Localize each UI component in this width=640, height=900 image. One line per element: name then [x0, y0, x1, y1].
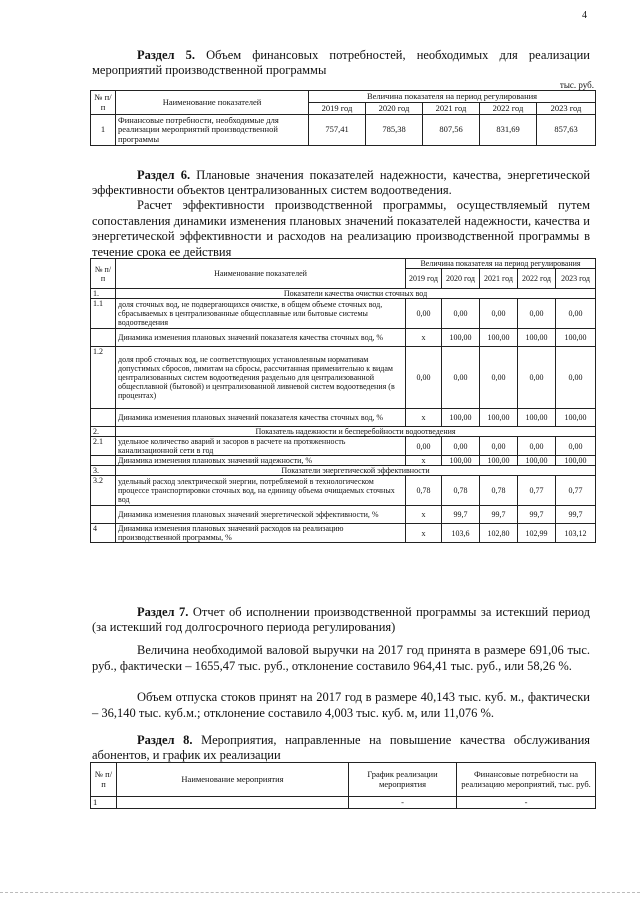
- row-num: 1.: [91, 289, 116, 299]
- col-finance-header: Финансовые потребности на реализацию мероприятий, тыс. руб.: [457, 763, 596, 797]
- row-num: 2.: [91, 427, 116, 437]
- row-name: удельный расход электрической энергии, потребляемой в технологическом процессе транспортировки сточных вод, на единицу объема очищаемых сточных вод: [116, 476, 406, 506]
- row-value: х: [406, 456, 442, 466]
- row-value: 0,77: [518, 476, 556, 506]
- row-value: 0,00: [518, 347, 556, 409]
- row-value: 102,99: [518, 524, 556, 543]
- row-value: 0,00: [406, 437, 442, 456]
- row-value: 99,7: [442, 506, 480, 524]
- year-header: 2023 год: [537, 103, 596, 115]
- row-value: 0,00: [480, 347, 518, 409]
- row-name: удельное количество аварий и засоров в расчете на протяженность канализационной сети в год: [116, 437, 406, 456]
- row-value: 100,00: [556, 409, 596, 427]
- year-header: 2020 год: [366, 103, 423, 115]
- row-name: Динамика изменения плановых значений расходов на реализацию производственной программы, %: [116, 524, 406, 543]
- col-name-header: Наименование показателей: [116, 259, 406, 289]
- row-value: 857,63: [537, 115, 596, 146]
- section7-title: Отчет об исполнении производственной программы за истекший период (за истекший год долгосрочного периода регулирования): [92, 605, 590, 634]
- year-header: 2021 год: [423, 103, 480, 115]
- row-value: 100,00: [518, 409, 556, 427]
- col-schedule-header: График реализации мероприятия: [349, 763, 457, 797]
- table-row: [91, 506, 596, 524]
- row-name: [117, 797, 349, 809]
- year-header: 2021 год: [480, 269, 518, 289]
- row-value: х: [406, 524, 442, 543]
- row-value: 102,80: [480, 524, 518, 543]
- section6-table: [90, 258, 596, 543]
- row-value: 100,00: [518, 329, 556, 347]
- table-row: [91, 347, 596, 409]
- section6-title: Плановые значения показателей надежности, качества, энергетической эффективности объектов централизованных систем водоотведения.: [92, 168, 591, 197]
- row-value: 0,00: [518, 437, 556, 456]
- group-name: Показатель надежности и бесперебойности водоотведения: [116, 427, 596, 437]
- row-value: х: [406, 506, 442, 524]
- table-row: [91, 299, 596, 329]
- row-value: 757,41: [309, 115, 366, 146]
- row-value: 0,00: [556, 437, 596, 456]
- row-value: 0,00: [480, 437, 518, 456]
- row-value: 0,00: [442, 347, 480, 409]
- group-name: Показатели качества очистки сточных вод: [116, 289, 596, 299]
- group-name: Показатели энергетической эффективности: [116, 466, 596, 476]
- row-num: 1.2: [91, 347, 116, 409]
- row-num: [91, 409, 116, 427]
- row-num: 2.1: [91, 437, 116, 456]
- section5-label: Раздел 5.: [137, 48, 196, 62]
- col-num-header: № п/п: [91, 259, 116, 289]
- table-row: [91, 115, 596, 146]
- row-num: [91, 456, 116, 466]
- section7-heading: [92, 605, 590, 635]
- section5-heading: [92, 48, 590, 78]
- row-value: 0,78: [442, 476, 480, 506]
- section7-paragraph1: Величина необходимой валовой выручки на 2017 год принята в размере 691,06 тыс. руб., фактически – 1655,47 тыс. руб., отклонение составило 964,41 тыс. руб., или 58,26 %.: [92, 643, 590, 673]
- row-value: 99,7: [556, 506, 596, 524]
- section6-label: Раздел 6.: [137, 168, 191, 182]
- group-row: [91, 427, 596, 437]
- year-header: 2022 год: [480, 103, 537, 115]
- section7-paragraph2: Объем отпуска стоков принят на 2017 год в размере 40,143 тыс. куб. м., фактически – 36,140 тыс. куб.м.; отклонение составило 4,003 тыс. куб. м, или 11,076 %.: [92, 690, 590, 720]
- table-row: [91, 524, 596, 543]
- col-period-header: Величина показателя на период регулирования: [406, 259, 596, 269]
- row-name: Динамика изменения плановых значений энергетической эффективности, %: [116, 506, 406, 524]
- col-period-header: Величина показателя на период регулирования: [309, 91, 596, 103]
- table-row: [91, 409, 596, 427]
- year-header: 2023 год: [556, 269, 596, 289]
- section8-heading: [92, 733, 590, 763]
- col-num-header: № п/п: [91, 91, 116, 115]
- row-value: 0,00: [406, 347, 442, 409]
- row-value: 0,00: [556, 347, 596, 409]
- table-row: [91, 476, 596, 506]
- row-value: 103,12: [556, 524, 596, 543]
- table-row: [91, 797, 596, 809]
- section8-label: Раздел 8.: [137, 733, 193, 747]
- page-bottom-edge: [0, 892, 640, 893]
- table-row: [91, 456, 596, 466]
- row-name: Динамика изменения плановых значений показателя качества сточных вод, %: [116, 409, 406, 427]
- section6-paragraph: Расчет эффективности производственной программы, осуществляемый путем сопоставления динамики изменения плановых значений показателей надежности, качества и энергетической эффективности и расходов на реализацию производственной программы в течение срока ее действия: [92, 198, 590, 259]
- row-value: 0,00: [556, 299, 596, 329]
- section7-label: Раздел 7.: [137, 605, 189, 619]
- col-name-header: Наименование мероприятия: [117, 763, 349, 797]
- table-row: [91, 329, 596, 347]
- section5-unit: тыс. руб.: [559, 80, 594, 90]
- row-num: 1: [91, 797, 117, 809]
- row-schedule: -: [349, 797, 457, 809]
- row-value: 0,00: [442, 299, 480, 329]
- row-value: 0,00: [518, 299, 556, 329]
- row-name: Динамика изменения плановых значений надежности, %: [116, 456, 406, 466]
- row-value: х: [406, 409, 442, 427]
- row-num: 4: [91, 524, 116, 543]
- row-value: 100,00: [556, 456, 596, 466]
- year-header: 2019 год: [406, 269, 442, 289]
- year-header: 2019 год: [309, 103, 366, 115]
- row-value: 100,00: [480, 329, 518, 347]
- row-num: 1: [91, 115, 116, 146]
- row-num: [91, 329, 116, 347]
- section8-table: [90, 762, 596, 809]
- row-value: 100,00: [518, 456, 556, 466]
- row-value: 100,00: [442, 456, 480, 466]
- group-row: [91, 466, 596, 476]
- row-name: Динамика изменения плановых значений показателя качества сточных вод, %: [116, 329, 406, 347]
- row-value: 0,78: [480, 476, 518, 506]
- section5-table: [90, 90, 596, 146]
- row-name: доля сточных вод, не подвергающихся очистке, в общем объеме сточных вод, сбрасываемых в централизованные общесплавные или бытовые системы водоотведения: [116, 299, 406, 329]
- row-value: 100,00: [442, 409, 480, 427]
- row-value: 0,77: [556, 476, 596, 506]
- row-value: 100,00: [556, 329, 596, 347]
- row-value: 0,78: [406, 476, 442, 506]
- section5-title: Объем финансовых потребностей, необходимых для реализации мероприятий производственной программы: [92, 48, 590, 77]
- row-name: Финансовые потребности, необходимые для реализации мероприятий производственной программы: [116, 115, 309, 146]
- row-value: 0,00: [442, 437, 480, 456]
- section6-heading: [92, 168, 590, 198]
- table-row: [91, 437, 596, 456]
- row-value: 103,6: [442, 524, 480, 543]
- row-num: 3.: [91, 466, 116, 476]
- row-finance: -: [457, 797, 596, 809]
- row-num: 3.2: [91, 476, 116, 506]
- year-header: 2020 год: [442, 269, 480, 289]
- section8-title: Мероприятия, направленные на повышение качества обслуживания абонентов, и график их реализации: [92, 733, 591, 762]
- row-num: [91, 506, 116, 524]
- row-value: х: [406, 329, 442, 347]
- group-row: [91, 289, 596, 299]
- row-value: 100,00: [442, 329, 480, 347]
- row-value: 785,38: [366, 115, 423, 146]
- col-num-header: № п/п: [91, 763, 117, 797]
- row-value: 831,69: [480, 115, 537, 146]
- row-num: 1.1: [91, 299, 116, 329]
- row-value: 100,00: [480, 456, 518, 466]
- row-value: 0,00: [480, 299, 518, 329]
- row-value: 100,00: [480, 409, 518, 427]
- row-value: 807,56: [423, 115, 480, 146]
- col-name-header: Наименование показателей: [116, 91, 309, 115]
- row-name: доля проб сточных вод, не соответствующих установленным нормативам допустимых сбросов, лимитам на сбросы, рассчитанная применительно к видам централизованных систем водоотведения раздельно для централизованной общесплавной (бытовой) и централизованной ливневой систем водоотведения (в процентах): [116, 347, 406, 409]
- page-number: 4: [582, 10, 587, 21]
- row-value: 99,7: [518, 506, 556, 524]
- row-value: 99,7: [480, 506, 518, 524]
- year-header: 2022 год: [518, 269, 556, 289]
- row-value: 0,00: [406, 299, 442, 329]
